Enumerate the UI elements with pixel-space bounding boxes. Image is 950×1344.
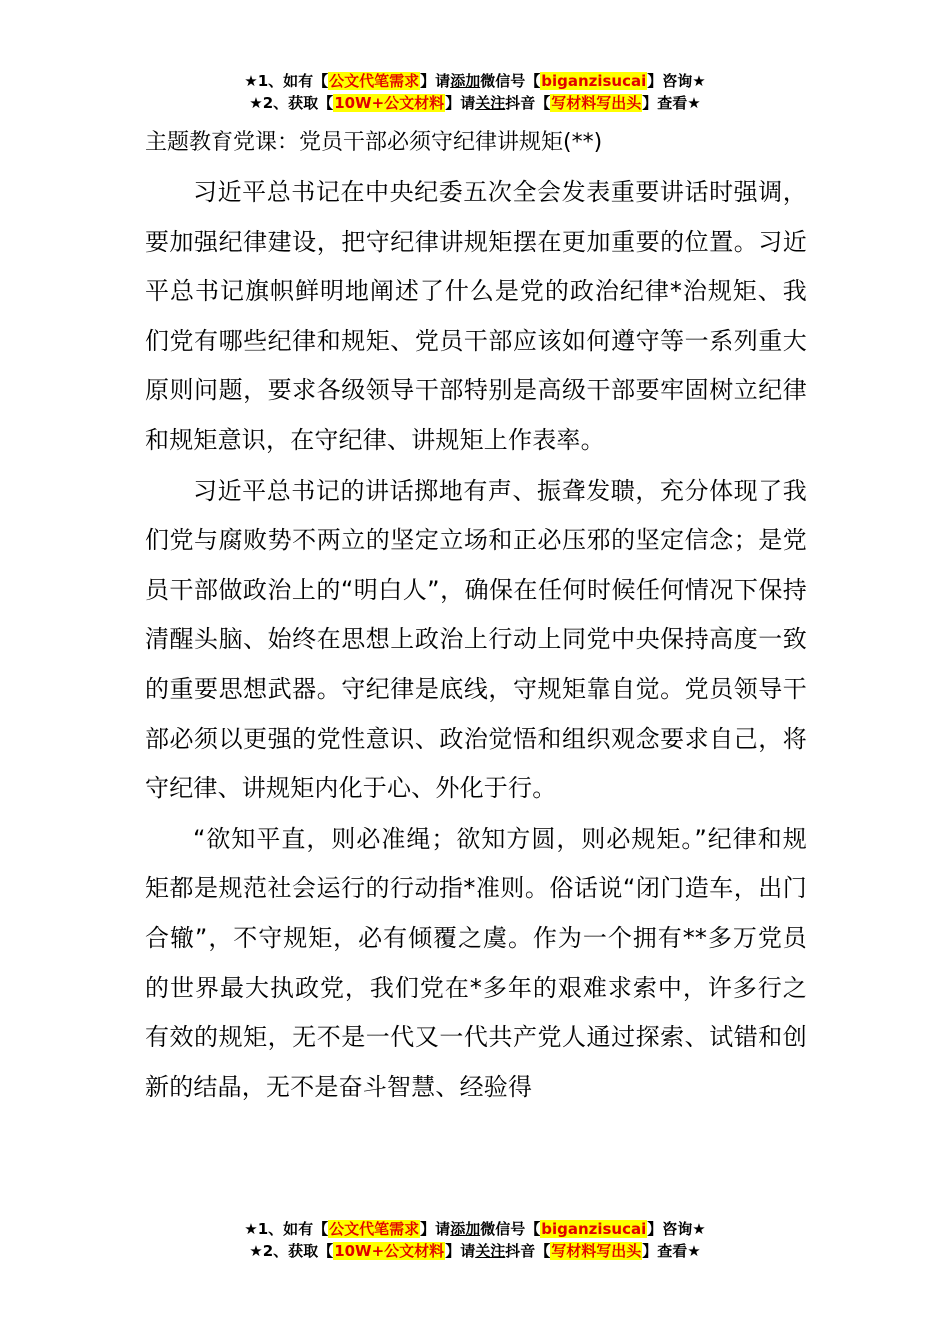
document-title: 主题教育党课：党员干部必须守纪律讲规矩(**) bbox=[145, 130, 603, 155]
highlight-service: 公文代笔需求 bbox=[329, 72, 420, 90]
banner-text: 抖音【 bbox=[505, 1242, 551, 1260]
header-banner bbox=[0, 70, 950, 114]
highlight-douyin-name: 写材料写出头 bbox=[551, 1242, 642, 1260]
highlight-service: 公文代笔需求 bbox=[329, 1220, 420, 1238]
paragraph-2: 习近平总书记的讲话掷地有声、振聋发聩，充分体现了我们党与腐败势不两立的坚定立场和正必压邪的坚定信念；是党员干部做政治上的“明白人”，确保在任何时候任何情况下保持清醒头脑、始终在思想上政治上行动上同党中央保持高度一致的重要思想武器。守纪律是底线，守规矩靠自觉。党员领导干部必须以更强的党性意识、政治觉悟和组织观念要求自己，将守纪律、讲规矩内化于心、外化于行。 bbox=[145, 476, 807, 803]
highlight-materials: 10W+公文材料 bbox=[334, 94, 445, 112]
banner-text: ★2、获取【 bbox=[249, 94, 334, 112]
banner-text: ★2、获取【 bbox=[249, 1242, 334, 1260]
underlined-word: 关注 bbox=[475, 1242, 506, 1260]
paragraph-3: “欲知平直，则必准绳；欲知方圆，则必规矩。”纪律和规矩都是规范社会运行的行动指*准则。俗话说“闭门造车，出门合辙”，不守规矩，必有倾覆之虞。作为一个拥有**多万党员的世界最大执政党，我们党在*多年的艰难求索中，许多行之有效的规矩，无不是一代又一代共产党人通过探索、试错和创新的结晶，无不是奋斗智慧、经验得 bbox=[145, 824, 807, 1101]
paragraph-1: 习近平总书记在中央纪委五次全会发表重要讲话时强调，要加强纪律建设，把守纪律讲规矩摆在更加重要的位置。习近平总书记旗帜鲜明地阐述了什么是党的政治纪律*治规矩、我们党有哪些纪律和规矩、党员干部应该如何遵守等一系列重大原则问题，要求各级领导干部特别是高级干部要牢固树立纪律和规矩意识，在守纪律、讲规矩上作表率。 bbox=[145, 178, 807, 454]
document-body bbox=[145, 124, 807, 1113]
underlined-word: 添加 bbox=[450, 72, 481, 90]
footer-banner bbox=[0, 1218, 950, 1262]
underlined-word: 关注 bbox=[475, 94, 506, 112]
banner-text: 】咨询★ bbox=[647, 1220, 706, 1238]
banner-text: 】请 bbox=[445, 94, 476, 112]
banner-line-2 bbox=[0, 1240, 950, 1262]
banner-text: 】查看★ bbox=[642, 1242, 701, 1260]
banner-text: ★1、如有【 bbox=[244, 72, 329, 90]
banner-text: 】请 bbox=[420, 1220, 451, 1238]
banner-text: 微信号【 bbox=[480, 72, 541, 90]
banner-text: ★1、如有【 bbox=[244, 1220, 329, 1238]
highlight-materials: 10W+公文材料 bbox=[334, 1242, 445, 1260]
banner-line-1 bbox=[0, 1218, 950, 1240]
banner-text: 】请 bbox=[445, 1242, 476, 1260]
banner-line-1 bbox=[0, 70, 950, 92]
underlined-word: 添加 bbox=[450, 1220, 481, 1238]
banner-text: 】咨询★ bbox=[647, 72, 706, 90]
banner-text: 抖音【 bbox=[505, 94, 551, 112]
highlight-douyin-name: 写材料写出头 bbox=[551, 94, 642, 112]
highlight-wechat-id: biganzisucai bbox=[541, 1220, 647, 1238]
highlight-wechat-id: biganzisucai bbox=[541, 72, 647, 90]
banner-line-2 bbox=[0, 92, 950, 114]
banner-text: 微信号【 bbox=[480, 1220, 541, 1238]
banner-text: 】查看★ bbox=[642, 94, 701, 112]
banner-text: 】请 bbox=[420, 72, 451, 90]
